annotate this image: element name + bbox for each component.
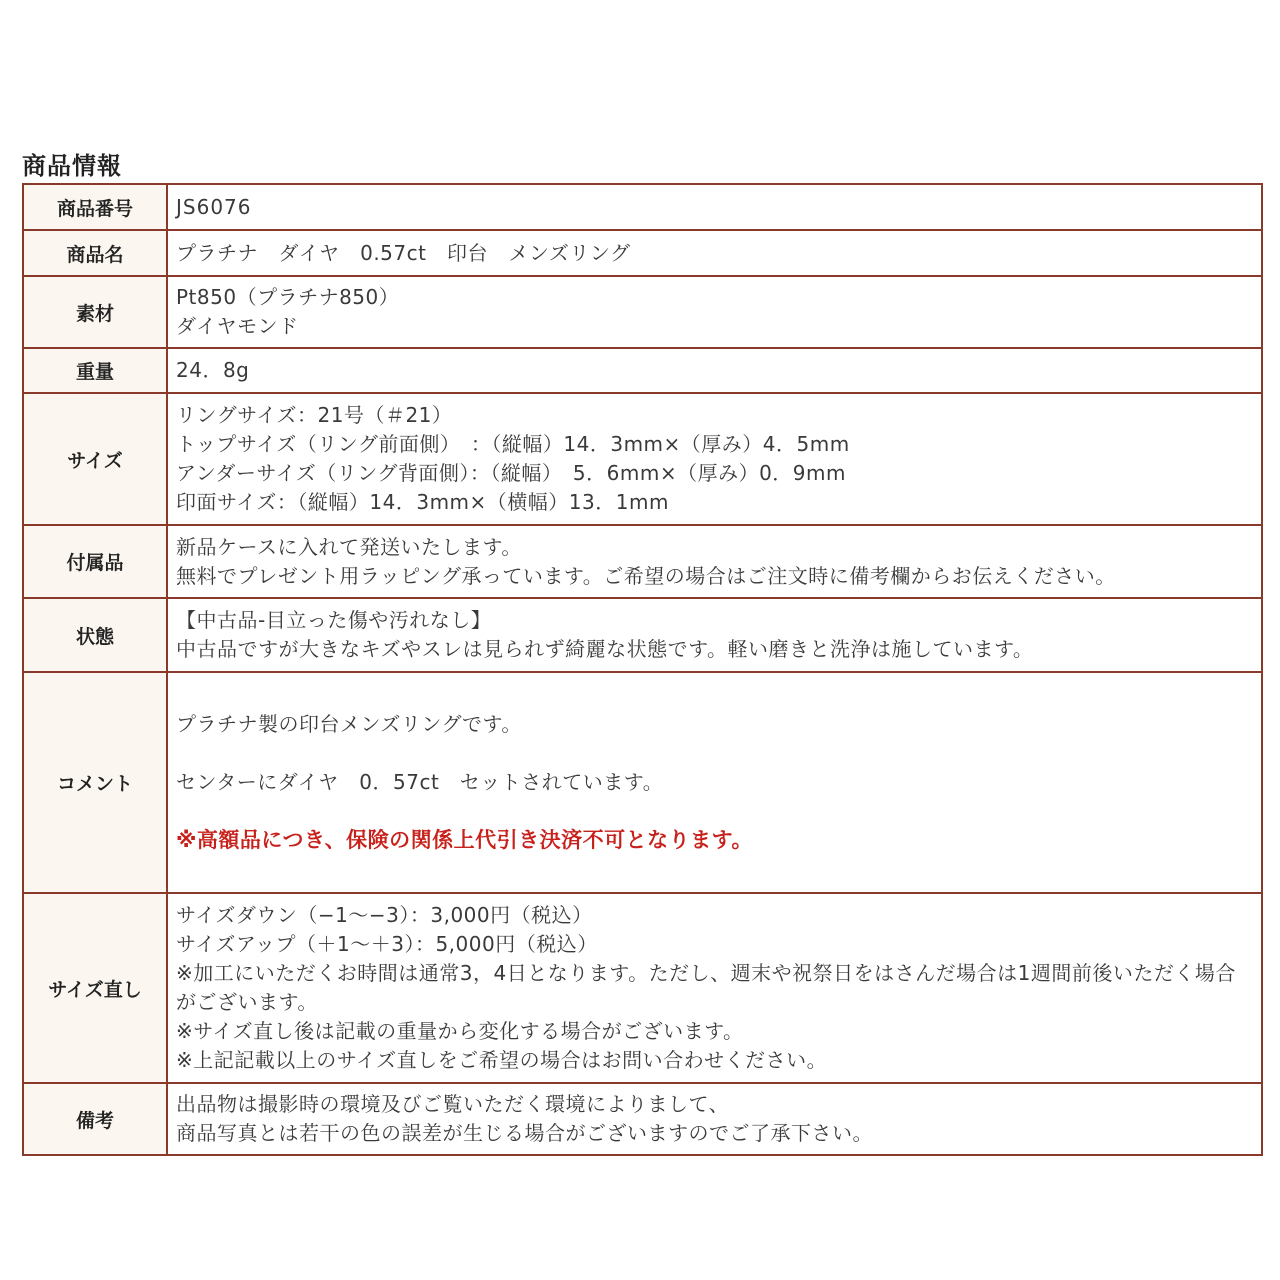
value-notes — [167, 1083, 1262, 1155]
material-line-2: ダイヤモンド — [176, 314, 299, 338]
row-product-code — [23, 184, 1262, 230]
label-condition: 状態 — [23, 598, 167, 672]
value-condition — [167, 598, 1262, 672]
label-weight: 重量 — [23, 348, 167, 393]
resize-line-1: サイズダウン（−1〜−3）：3,000円（税込） — [176, 903, 593, 927]
product-info-table — [22, 183, 1263, 1156]
comment-warning: ※高額品につき、保険の関係上代引き決済不可となります。 — [176, 828, 753, 852]
value-product-code — [167, 184, 1262, 230]
size-line-2: トップサイズ（リング前面側） ：（縦幅）14．3mm×（厚み）4．5mm — [176, 432, 850, 456]
value-resize — [167, 893, 1262, 1083]
label-resize: サイズ直し — [23, 893, 167, 1083]
size-line-4: 印面サイズ：（縦幅）14．3mm×（横幅）13．1mm — [176, 490, 669, 514]
material-line-1: Pt850（プラチナ850） — [176, 285, 400, 309]
label-comment: コメント — [23, 672, 167, 893]
label-notes: 備考 — [23, 1083, 167, 1155]
resize-line-2: サイズアップ（＋1〜＋3）：5,000円（税込） — [176, 932, 598, 956]
accessories-line-2: 無料でプレゼント用ラッピング承っています。ご希望の場合はご注文時に備考欄からお伝えください。 — [176, 563, 1116, 588]
product-name-text: プラチナ ダイヤ 0.57ct 印台 メンズリング — [176, 240, 631, 265]
weight-text: 24．8g — [176, 358, 250, 382]
row-size — [23, 393, 1262, 525]
row-notes — [23, 1083, 1262, 1155]
row-accessories — [23, 525, 1262, 598]
product-code-text: JS6076 — [176, 194, 252, 219]
comment-spacer-1 — [176, 739, 1253, 768]
value-accessories — [167, 525, 1262, 598]
accessories-line-1: 新品ケースに入れて発送いたします。 — [176, 534, 522, 559]
row-material — [23, 276, 1262, 348]
section-title: 商品情報 — [22, 152, 122, 180]
resize-line-3: ※加工にいただくお時間は通常3，4日となります。ただし、週末や祝祭日をはさんだ場合は1週間前後いただく場合がございます。 — [176, 961, 1236, 1014]
value-product-name — [167, 230, 1262, 276]
row-resize — [23, 893, 1262, 1083]
resize-line-5: ※上記記載以上のサイズ直しをご希望の場合はお問い合わせください。 — [176, 1048, 828, 1072]
label-size: サイズ — [23, 393, 167, 525]
comment-line-2: センターにダイヤ 0．57ct セットされています。 — [176, 770, 664, 794]
notes-line-2: 商品写真とは若干の色の誤差が生じる場合がございますのでご了承下さい。 — [176, 1121, 873, 1145]
row-product-name — [23, 230, 1262, 276]
resize-line-4: ※サイズ直し後は記載の重量から変化する場合がございます。 — [176, 1019, 744, 1043]
value-weight — [167, 348, 1262, 393]
condition-line-2: 中古品ですが大きなキズやスレは見られず綺麗な状態です。軽い磨きと洗浄は施しています。 — [176, 637, 1034, 661]
size-line-1: リングサイズ：21号（＃21） — [176, 403, 453, 427]
label-accessories: 付属品 — [23, 525, 167, 598]
notes-line-1: 出品物は撮影時の環境及びご覧いただく環境によりまして、 — [176, 1092, 730, 1116]
size-line-3: アンダーサイズ（リング背面側）：（縦幅） 5．6mm×（厚み）0．9mm — [176, 461, 846, 485]
value-material — [167, 276, 1262, 348]
value-size — [167, 393, 1262, 525]
row-condition — [23, 598, 1262, 672]
comment-spacer-2 — [176, 797, 1253, 826]
value-comment — [167, 672, 1262, 893]
condition-line-1: 【中古品-目立った傷や汚れなし】 — [176, 608, 492, 632]
label-material: 素材 — [23, 276, 167, 348]
row-weight — [23, 348, 1262, 393]
label-product-name: 商品名 — [23, 230, 167, 276]
comment-line-1: プラチナ製の印台メンズリングです。 — [176, 712, 522, 736]
row-comment — [23, 672, 1262, 893]
label-product-code: 商品番号 — [23, 184, 167, 230]
